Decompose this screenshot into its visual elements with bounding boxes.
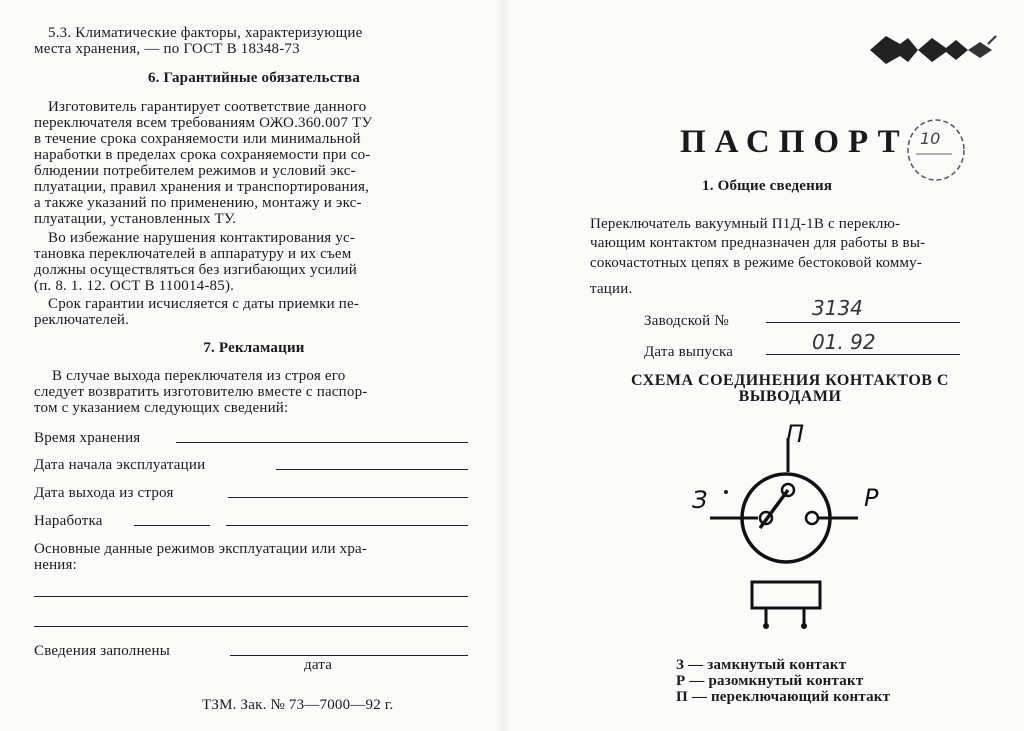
passport-title: ПАСПОРТ <box>680 124 909 160</box>
s1-l3: сокочастотных цепях в режиме бестоковой комму- <box>590 255 923 271</box>
s6-p1-l6: плуатации, правил хранения и транспортирования, <box>34 179 370 195</box>
serial-line <box>766 322 960 323</box>
field-start-line <box>276 469 468 470</box>
field-hours-label: Наработка <box>34 513 103 529</box>
serial-value: 3134 <box>812 296 863 320</box>
s6-p1-l3: в течение срока сохраняемости или минимальной <box>34 131 361 147</box>
s6-p1-l8: плуатации, установленных ТУ. <box>34 211 237 227</box>
field-filled-line <box>230 655 468 656</box>
s6-p1-l4: наработки в пределах срока сохраняемости при со- <box>34 147 371 163</box>
field-filled-label: Сведения заполнены <box>34 643 171 659</box>
s1-l2: чающим контактом предназначен для работы в вы- <box>590 235 926 251</box>
section-6-title: 6. Гарантийные обязательства <box>147 70 361 86</box>
s6-p2-l2: тановка переключателей в аппаратуру и их съем <box>34 246 352 262</box>
section-1-title: 1. Общие сведения <box>702 178 833 194</box>
s7-l2: следует возвратить изготовителю вместе с паспор- <box>34 384 368 400</box>
field-modes-line1 <box>34 596 468 597</box>
legend-r: Р — разомкнутый контакт <box>676 673 864 689</box>
field-modes-line2 <box>34 626 468 627</box>
s6-p1-l7: а также указаний по применению, монтажу и экс- <box>34 195 362 211</box>
issue-date-value: 01. 92 <box>812 330 876 354</box>
field-modes-l2: нения: <box>34 557 78 573</box>
section-5-3-line2: места хранения, — по ГОСТ В 18348-73 <box>34 41 300 57</box>
field-storage-label: Время хранения <box>34 430 141 446</box>
s6-p2-l1: Во избежание нарушения контактирования ус- <box>48 230 356 246</box>
s6-p3-l1: Срок гарантии исчисляется с даты приемки пе- <box>48 296 360 312</box>
s6-p3-l2: реключателей. <box>34 312 130 328</box>
pin-label-r: Р <box>864 484 879 512</box>
field-hours-line1 <box>134 525 210 526</box>
ornament-icon <box>868 30 998 70</box>
s6-p1-l5: блюдении потребителем режимов и условий экс- <box>34 163 356 179</box>
field-storage-line <box>176 442 468 443</box>
field-fail-label: Дата выхода из строя <box>34 485 174 501</box>
section-5-3-line1: 5.3. Климатические факторы, характеризующие <box>48 25 363 41</box>
pin-label-z: З <box>692 486 708 514</box>
field-filled-date-caption: дата <box>304 657 333 673</box>
field-start-label: Дата начала эксплуатации <box>34 457 206 473</box>
s1-l4: тации. <box>590 281 633 297</box>
s7-l3: том с указанием следующих сведений: <box>34 400 289 416</box>
s6-p2-l4: (п. 8. 1. 12. ОСТ В 110014-85). <box>34 278 235 294</box>
s6-p1-l2: переключателя всем требованиям ОЖО.360.007 ТУ <box>34 115 373 131</box>
qc-stamp-icon <box>902 114 972 188</box>
legend-z: З — замкнутый контакт <box>676 657 847 673</box>
s7-l1: В случае выхода переключателя из строя его <box>52 368 346 384</box>
s6-p2-l3: должны осуществляться без изгибающих усилий <box>34 262 357 278</box>
page-fold <box>496 0 510 731</box>
print-footer: ТЗМ. Зак. № 73—7000—92 г. <box>202 697 394 713</box>
field-hours-line2 <box>226 525 468 526</box>
field-modes-l1: Основные данные режимов эксплуатации или хра- <box>34 541 368 557</box>
legend-p: П — переключающий контакт <box>676 689 891 705</box>
svg-text:10: 10 <box>920 129 941 148</box>
pin-label-p: П <box>786 420 805 448</box>
s1-l1: Переключатель вакуумный П1Д-1В с переклю- <box>590 216 901 232</box>
s6-p1-l1: Изготовитель гарантирует соответствие данного <box>48 99 367 115</box>
serial-label: Заводской № <box>644 313 729 329</box>
scheme-title-l2: ВЫВОДАМИ <box>738 388 842 405</box>
field-fail-line <box>228 497 468 498</box>
scheme-title-l1: СХЕМА СОЕДИНЕНИЯ КОНТАКТОВ С <box>631 372 949 389</box>
issue-date-line <box>766 354 960 355</box>
issue-date-label: Дата выпуска <box>644 344 734 360</box>
section-7-title: 7. Рекламации <box>203 340 305 356</box>
